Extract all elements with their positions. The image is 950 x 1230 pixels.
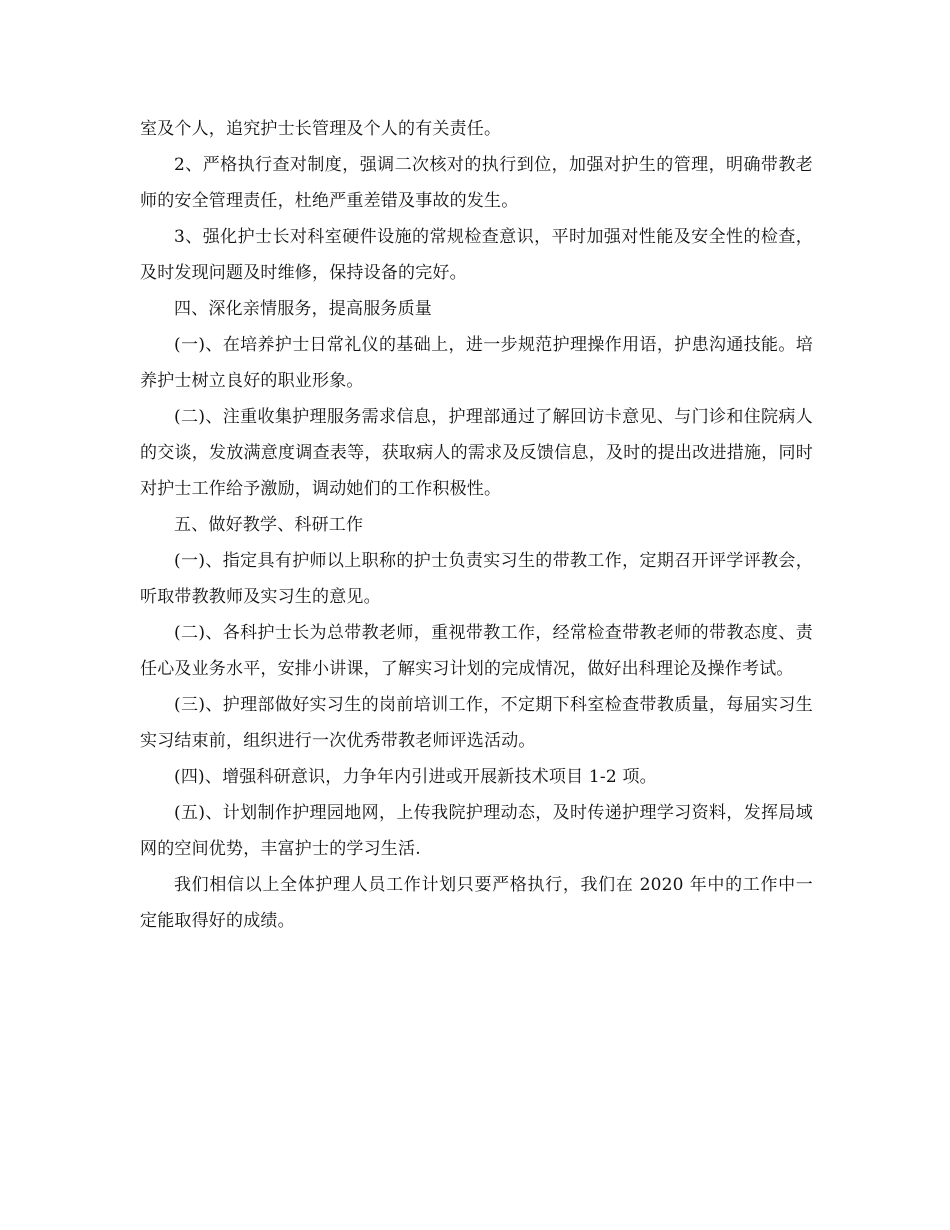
paragraph-item-3: 3、强化护士长对科室硬件设施的常规检查意识，平时加强对性能及安全性的检查，及时发现问题及时维修，保持设备的完好。 — [140, 227, 813, 283]
paragraph-conclusion: 我们相信以上全体护理人员工作计划只要严格执行，我们在 2020 年中的工作中一定能取得好的成绩。 — [140, 875, 813, 931]
paragraph-4-1: (一)、在培养护士日常礼仪的基础上，进一步规范护理操作用语，护患沟通技能。培养护士树立良好的职业形象。 — [140, 335, 813, 391]
paragraph-5-2: (二)、各科护士长为总带教老师，重视带教工作，经常检查带教老师的带教态度、责任心及业务水平，安排小讲课，了解实习计划的完成情况，做好出科理论及操作考试。 — [140, 623, 813, 679]
section-heading-5: 五、做好教学、科研工作 — [174, 515, 364, 535]
paragraph-5-1: (一)、指定具有护师以上职称的护士负责实习生的带教工作，定期召开评学评教会，听取带教教师及实习生的意见。 — [140, 551, 813, 607]
paragraph-continuation: 室及个人，追究护士长管理及个人的有关责任。 — [140, 119, 502, 139]
section-heading-4: 四、深化亲情服务，提高服务质量 — [174, 299, 432, 319]
paragraph-5-3: (三)、护理部做好实习生的岗前培训工作，不定期下科室检查带教质量，每届实习生实习结束前，组织进行一次优秀带教老师评选活动。 — [140, 695, 813, 751]
paragraph-item-2: 2、严格执行查对制度，强调二次核对的执行到位，加强对护生的管理，明确带教老师的安全管理责任，杜绝严重差错及事故的发生。 — [140, 155, 813, 211]
document-body — [140, 111, 813, 939]
paragraph-5-5: (五)、计划制作护理园地网，上传我院护理动态，及时传递护理学习资料，发挥局域网的空间优势，丰富护士的学习生活. — [140, 803, 813, 859]
paragraph-5-4: (四)、增强科研意识，力争年内引进或开展新技术项目 1-2 项。 — [174, 767, 657, 787]
paragraph-4-2: (二)、注重收集护理服务需求信息，护理部通过了解回访卡意见、与门诊和住院病人的交谈，发放满意度调查表等，获取病人的需求及反馈信息，及时的提出改进措施，同时对护士工作给予激励，调动她们的工作积极性。 — [140, 407, 813, 499]
